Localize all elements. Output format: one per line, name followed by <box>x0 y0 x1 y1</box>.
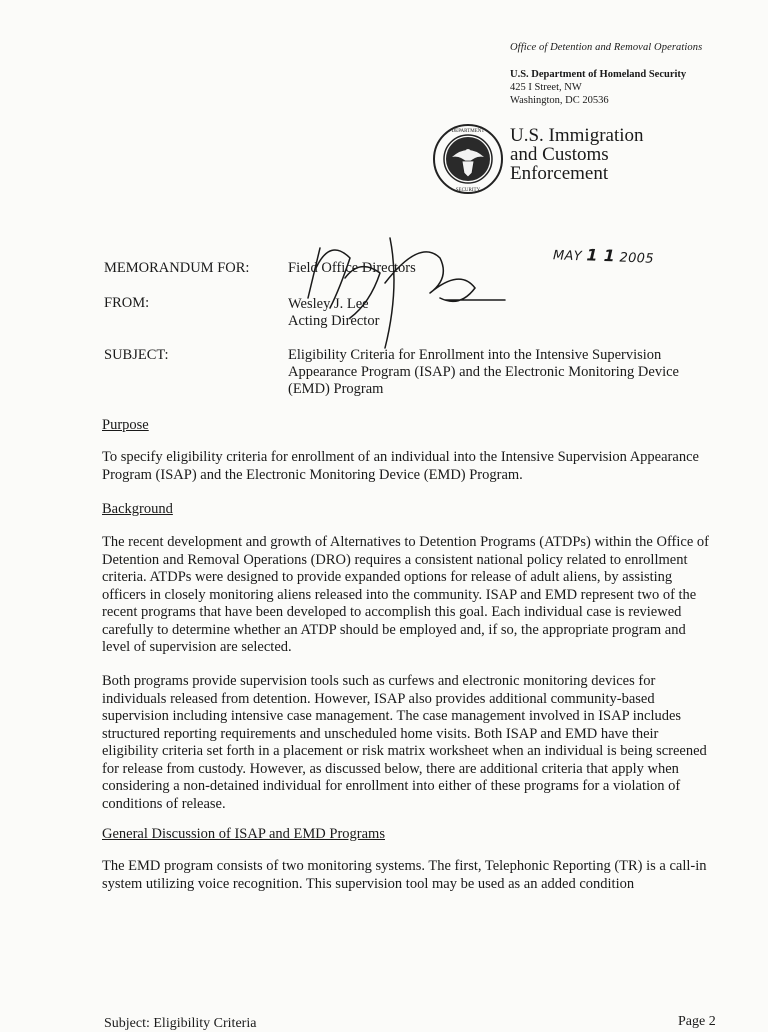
city-address: Washington, DC 20536 <box>510 95 609 106</box>
memorandum-for-value: Field Office Directors <box>288 260 416 276</box>
subject-label: SUBJECT: <box>104 347 169 363</box>
memorandum-for-label: MEMORANDUM FOR: <box>104 260 250 276</box>
agency-line-2: and Customs <box>510 144 609 165</box>
general-discussion-heading: General Discussion of ISAP and EMD Programs <box>102 826 385 842</box>
office-name: Office of Detention and Removal Operations <box>510 42 703 53</box>
date-stamp <box>553 244 654 267</box>
from-label: FROM: <box>104 295 150 311</box>
footer-subject: Subject: Eligibility Criteria <box>104 1016 257 1031</box>
dhs-seal-icon <box>432 123 504 195</box>
from-name: Wesley J. Lee <box>288 296 369 312</box>
svg-text:SECURITY: SECURITY <box>455 188 481 193</box>
subject-line-3: (EMD) Program <box>288 381 384 397</box>
address-block <box>510 68 686 107</box>
purpose-paragraph: To specify eligibility criteria for enrollment of an individual into the Intensive Supervision Appearance Program (ISAP) and the Electronic Monitoring Device (EMD) Program. <box>102 449 699 483</box>
date-month: MAY <box>552 248 583 265</box>
footer-page-number: Page 2 <box>678 1014 716 1029</box>
handwritten-signature <box>290 228 510 358</box>
from-block <box>288 296 379 330</box>
subject-line-2: Appearance Program (ISAP) and the Electronic Monitoring Device <box>288 364 679 380</box>
svg-text:DEPARTMENT: DEPARTMENT <box>451 129 485 134</box>
purpose-heading: Purpose <box>102 417 149 433</box>
department-name: U.S. Department of Homeland Security <box>510 69 687 80</box>
date-year: 2005 <box>619 250 655 267</box>
from-title: Acting Director <box>288 313 380 329</box>
background-heading: Background <box>102 501 173 517</box>
general-discussion-paragraph: The EMD program consists of two monitoring systems. The first, Telephonic Reporting (TR) is a call-in system utilizing voice recognition. This supervision tool may be used as an added condition <box>102 858 707 892</box>
subject-line-1: Eligibility Criteria for Enrollment into the Intensive Supervision <box>288 347 662 363</box>
agency-name <box>510 126 644 183</box>
date-day: 1 1 <box>586 245 616 266</box>
background-paragraph-2: Both programs provide supervision tools such as curfews and electronic monitoring devices for individuals released from detention. However, ISAP also provides additional community-based supervision including intensive case management. The case management involved in ISAP includes structured reporting requirements and unscheduled home visits. Both ISAP and EMD have their eligibility criteria set forth in a placement or risk matrix worksheet when an individual is being screened for release from custody. However, as discussed below, there are additional criteria that apply when considering a non-detained individual for enrollment into either of these programs for a violation of conditions of release. <box>102 673 707 812</box>
street-address: 425 I Street, NW <box>510 82 582 93</box>
subject-value <box>288 347 679 398</box>
agency-line-1: U.S. Immigration <box>510 125 644 146</box>
agency-line-3: Enforcement <box>510 163 609 184</box>
background-paragraph-1: The recent development and growth of Alternatives to Detention Programs (ATDPs) within the Office of Detention and Removal Operations (DRO) requires a consistent national policy related to enrollment criteria. ATDPs were designed to provide expanded options for release of adult aliens, by assisting officers in closely monitoring aliens released into the community. ISAP and EMD represent two of the recent programs that have been developed to accomplish this goal. Each individual case is reviewed carefully to determine whether an ATDP should be employed and, if so, the appropriate program and level of supervision are selected. <box>102 534 709 655</box>
